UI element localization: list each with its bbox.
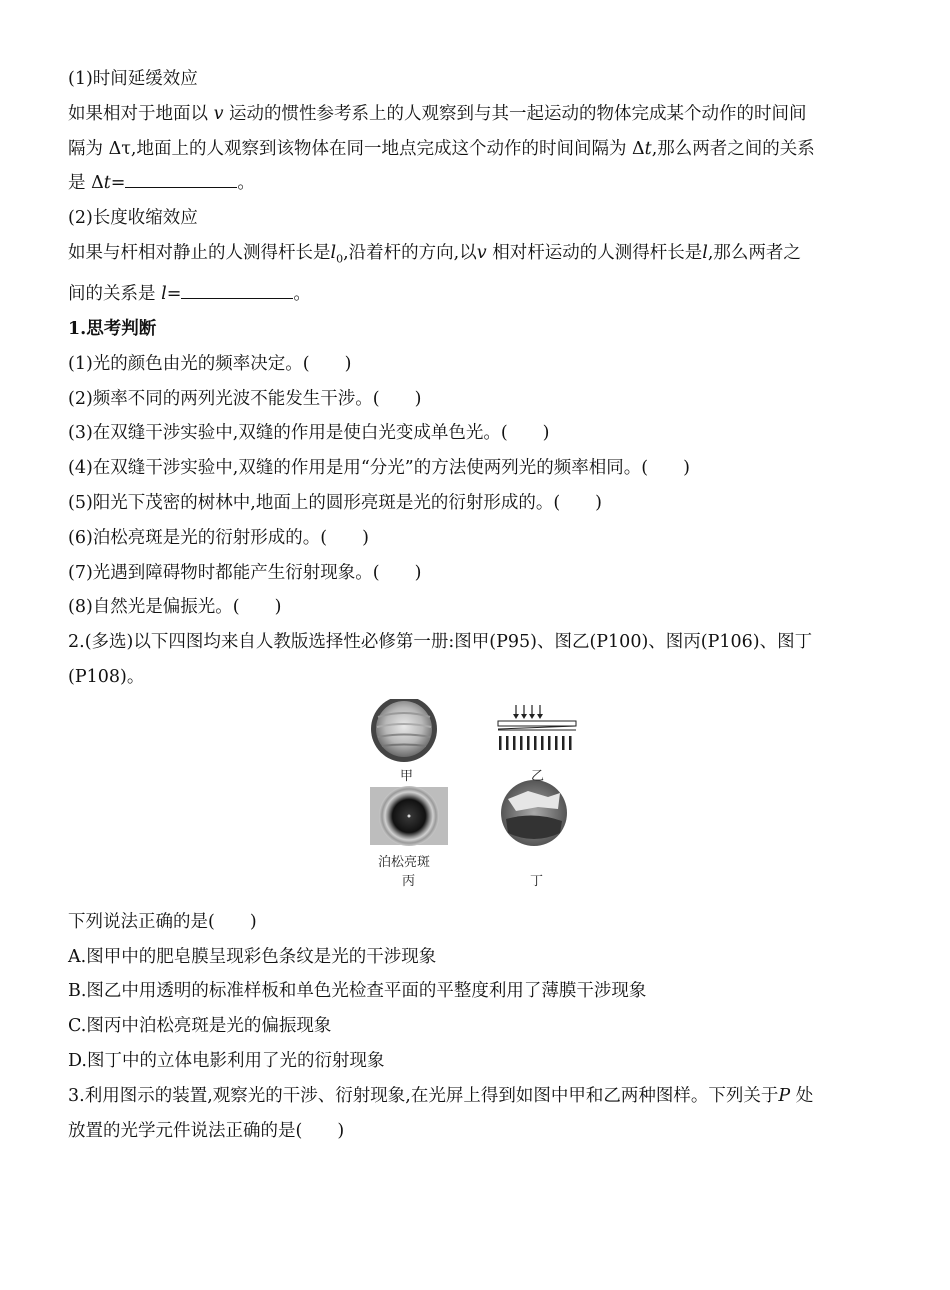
q2-figure: [68, 699, 880, 899]
q3-stem-line2: 放置的光学元件说法正确的是( ): [68, 1120, 345, 1141]
q1-item: (5)阳光下茂密的树林中,地面上的圆形亮斑是光的衍射形成的。( ): [68, 493, 603, 514]
q1-item: (4)在双缝干涉实验中,双缝的作用是用“分光”的方法使两列光的频率相同。( ): [68, 458, 690, 479]
time-dilation-heading: (1)时间延缓效应: [68, 69, 198, 89]
q2-figure-drawing: [68, 699, 880, 899]
q2-option-a: A.图甲中的肥皂膜呈现彩色条纹是光的干涉现象: [68, 946, 437, 967]
figure-label-bing: 丙: [402, 873, 416, 889]
figure-label-ding: 丁: [530, 873, 544, 889]
time-dilation-text-line2: 隔为 Δτ,地面上的人观察到该物体在同一地点完成这个动作的时间间隔为 Δt,那么两者之间的关系: [68, 138, 815, 159]
figure-label-yi: 乙: [531, 768, 545, 784]
document-page: [68, 62, 880, 1148]
q2-stem-line2: (P108)。: [68, 667, 145, 688]
q2-question: 下列说法正确的是( ): [68, 911, 257, 932]
answer-blank[interactable]: [181, 280, 293, 299]
length-contraction-text-line1: 如果与杆相对静止的人测得杆长是$l_0$,沿着杆的方向,以v 相对杆运动的人测得杆长是l,那么两者之: [68, 242, 801, 266]
q1-item: (1)光的颜色由光的频率决定。( ): [68, 353, 352, 374]
figure-label-poisson: 泊松亮斑: [378, 854, 431, 870]
answer-blank[interactable]: [125, 169, 237, 188]
length-contraction-text-line2: 间的关系是 l= 。: [68, 277, 880, 312]
cinema-image: [501, 780, 567, 846]
poisson-spot-image: [370, 786, 448, 846]
q1-item: (6)泊松亮斑是光的衍射形成的。( ): [68, 527, 369, 548]
q2-option-b: B.图乙中用透明的标准样板和单色光检查平面的平整度利用了薄膜干涉现象: [68, 981, 647, 1002]
q1-item: (7)光遇到障碍物时都能产生衍射现象。( ): [68, 562, 422, 583]
q3-stem-line1: 3.利用图示的装置,观察光的干涉、衍射现象,在光屏上得到如图中甲和乙两种图样。下列关于P 处: [68, 1085, 814, 1106]
q2-option-d: D.图丁中的立体电影利用了光的衍射现象: [68, 1051, 385, 1072]
q1-item: (3)在双缝干涉实验中,双缝的作用是使白光变成单色光。( ): [68, 423, 550, 444]
q2-stem-line1: 2.(多选)以下四图均来自人教版选择性必修第一册:图甲(P95)、图乙(P100)、图丙(P106)、图丁: [68, 632, 813, 653]
q1-item: (8)自然光是偏振光。( ): [68, 597, 282, 618]
flatness-test-diagram: [498, 705, 576, 750]
soap-film-image: [371, 699, 437, 762]
q2-option-c: C.图丙中泊松亮斑是光的偏振现象: [68, 1016, 332, 1037]
length-contraction-heading: (2)长度收缩效应: [68, 208, 198, 229]
time-dilation-text-line1: 如果相对于地面以 v 运动的惯性参考系上的人观察到与其一起运动的物体完成某个动作的时间间: [68, 103, 807, 124]
time-dilation-text-line3: 是 Δt= 。: [68, 166, 880, 201]
q1-title: 1.思考判断: [68, 319, 157, 340]
q1-item: (2)频率不同的两列光波不能发生干涉。( ): [68, 388, 422, 409]
figure-label-jia: 甲: [400, 768, 414, 784]
